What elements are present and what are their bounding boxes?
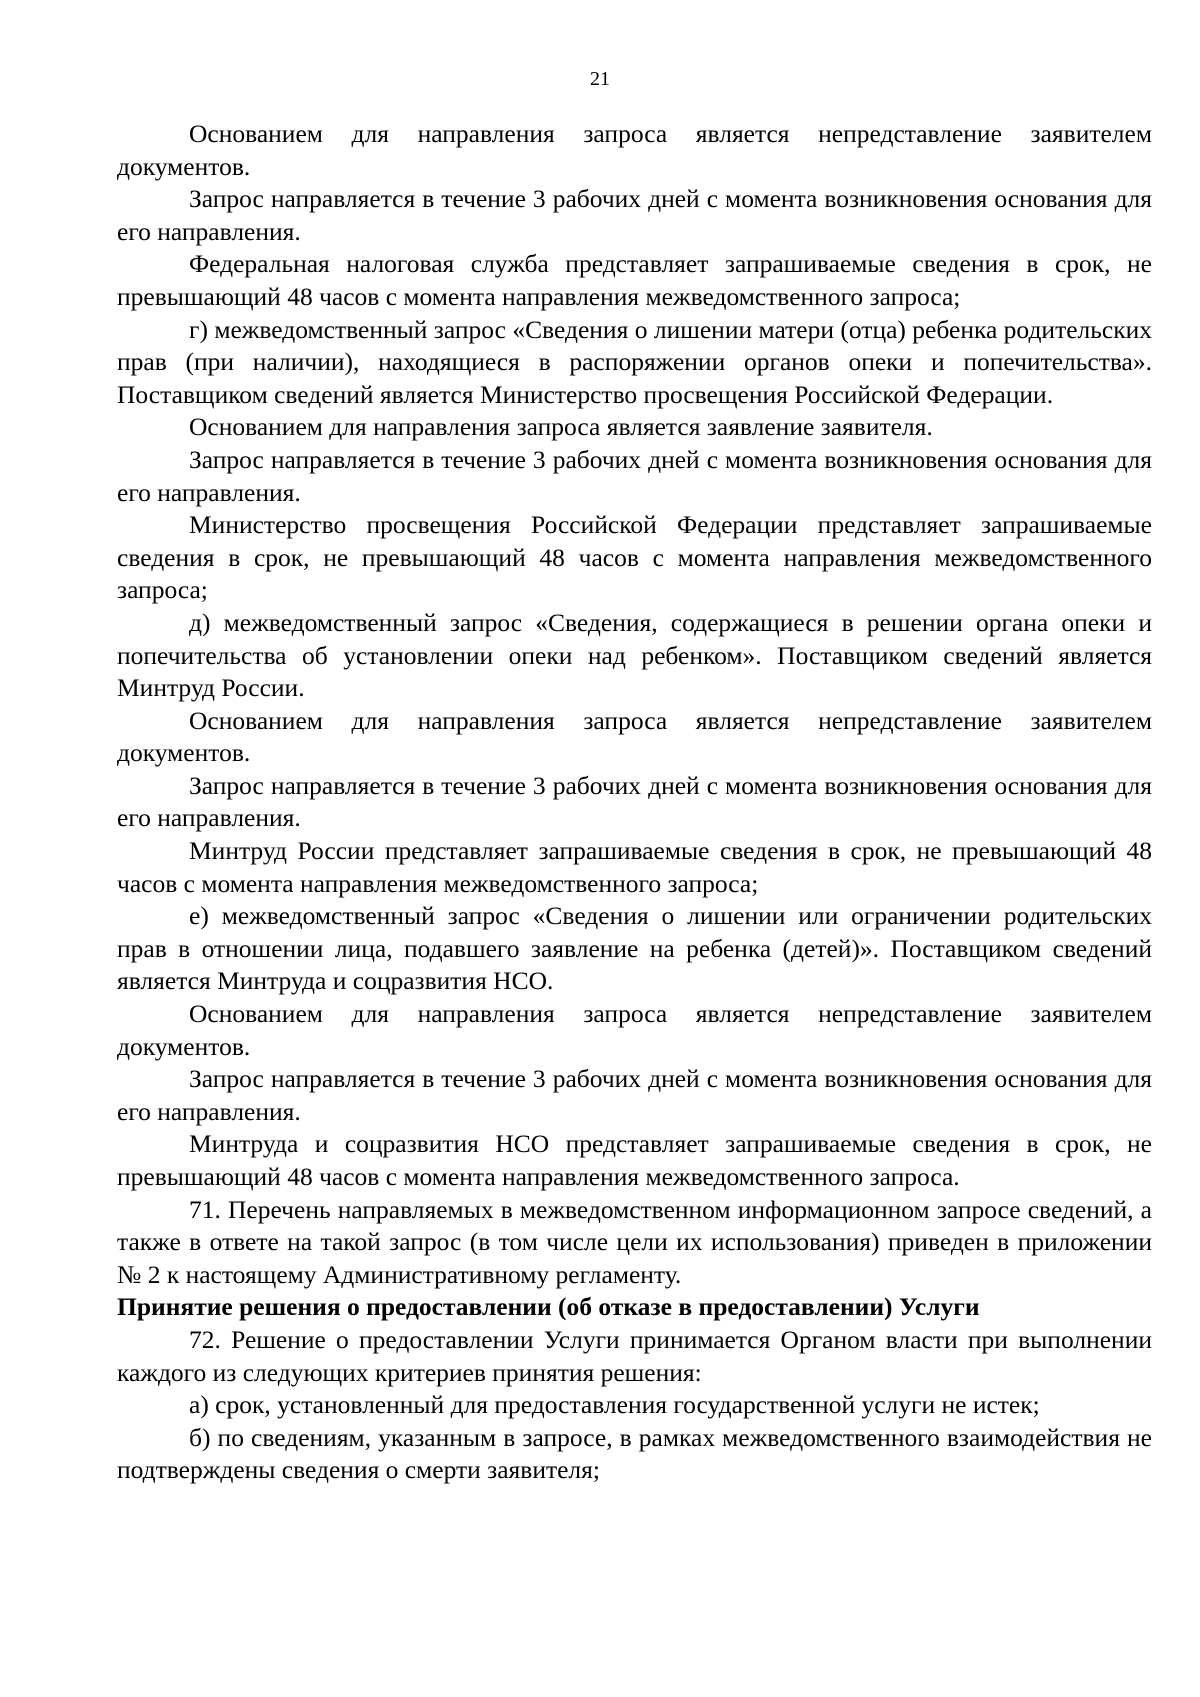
paragraph: г) межведомственный запрос «Сведения о лишении матери (отца) ребенка родительских прав (при наличии), находящиеся в распоряжении органов опеки и попечительства». Поставщиком сведений является Министерство просвещения Российской Федерации.: [117, 314, 1152, 409]
paragraph: Минтруд России представляет запрашиваемые сведения в срок, не превышающий 48 часов с момента направления межведомственного запроса;: [117, 836, 1152, 898]
section-heading: Принятие решения о предоставлении (об отказе в предоставлении) Услуги: [117, 1292, 980, 1322]
paragraph: 71. Перечень направляемых в межведомственном информационном запросе сведений, а также в ответе на такой запрос (в том числе цели их использования) приведен в приложении № 2 к настоящему Административному регламенту.: [117, 1194, 1152, 1289]
paragraph: Запрос направляется в течение 3 рабочих дней с момента возникновения основания для его направления.: [117, 1064, 1152, 1126]
paragraph: Минтруда и соцразвития НСО представляет запрашиваемые сведения в срок, не превышающий 48 часов с момента направления межведомственного запроса.: [117, 1129, 1152, 1191]
paragraph: Запрос направляется в течение 3 рабочих дней с момента возникновения основания для его направления.: [117, 444, 1152, 507]
paragraph: Основанием для направления запроса является непредставление заявителем документов.: [117, 705, 1152, 768]
paragraph: Министерство просвещения Российской Федерации представляет запрашиваемые сведения в срок, не превышающий 48 часов с момента направления межведомственного запроса;: [117, 510, 1152, 605]
document-body: [117, 118, 1152, 1487]
paragraph: Федеральная налоговая служба представляет запрашиваемые сведения в срок, не превышающий 48 часов с момента направления межведомственного запроса;: [117, 249, 1152, 311]
paragraph: Основанием для направления запроса является заявление заявителя.: [189, 412, 933, 442]
paragraph: Запрос направляется в течение 3 рабочих дней с момента возникновения основания для его направления.: [117, 770, 1152, 833]
paragraph: б) по сведениям, указанным в запросе, в рамках межведомственного взаимодействия не подтверждены сведения о смерти заявителя;: [117, 1422, 1152, 1485]
paragraph: Основанием для направления запроса является непредставление заявителем документов.: [117, 999, 1152, 1061]
paragraph: д) межведомственный запрос «Сведения, содержащиеся в решении органа опеки и попечительства об установлении опеки над ребенком». Поставщиком сведений является Минтруд России.: [117, 607, 1152, 703]
paragraph: 72. Решение о предоставлении Услуги принимается Органом власти при выполнении каждого из следующих критериев принятия решения:: [117, 1324, 1152, 1387]
paragraph: Запрос направляется в течение 3 рабочих дней с момента возникновения основания для его направления.: [117, 184, 1152, 246]
paragraph: а) срок, установленный для предоставления государственной услуги не истек;: [189, 1390, 1040, 1420]
page-number: 21: [590, 68, 610, 90]
paragraph: е) межведомственный запрос «Сведения о лишении или ограничении родительских прав в отношении лица, подавшего заявление на ребенка (детей)». Поставщиком сведений является Минтруда и соцразвития НСО.: [117, 901, 1152, 996]
paragraph: Основанием для направления запроса является непредставление заявителем документов.: [117, 119, 1152, 181]
